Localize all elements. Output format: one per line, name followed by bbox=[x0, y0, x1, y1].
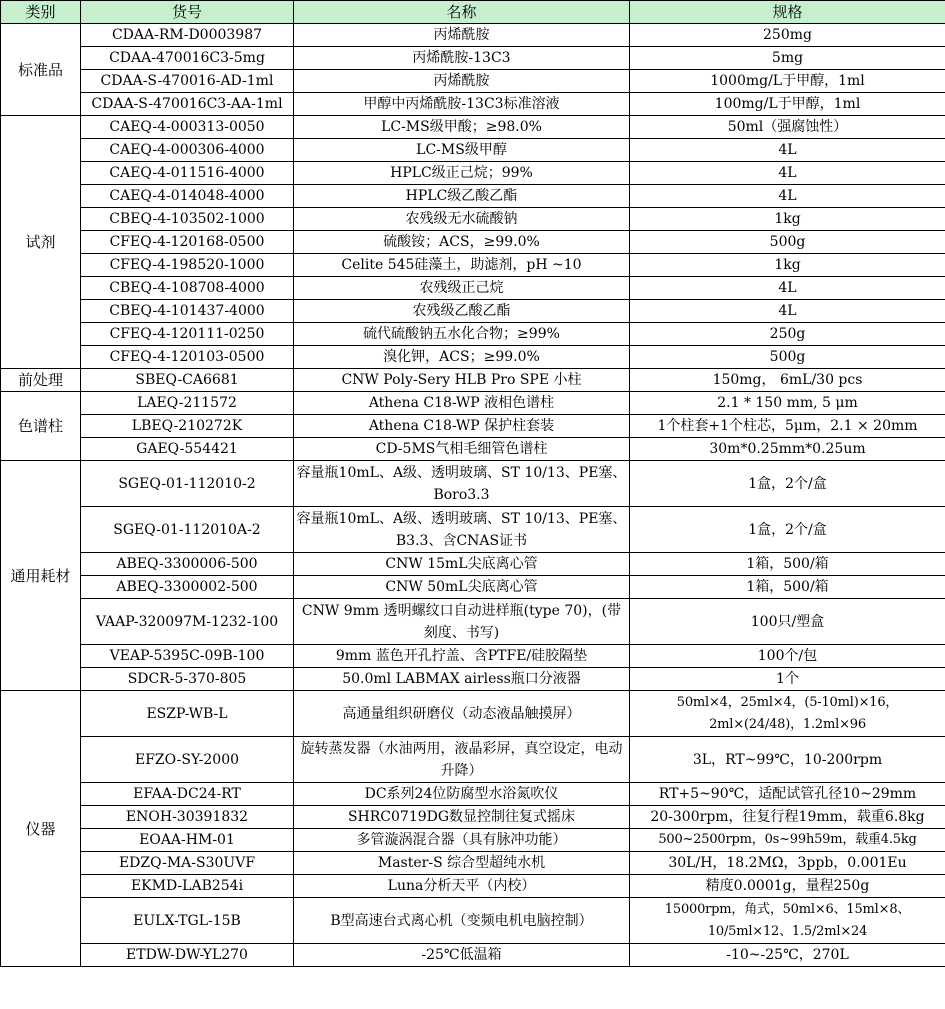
code-cell: VEAP-5395C-09B-100 bbox=[81, 645, 294, 668]
code-cell: CAEQ-4-011516-4000 bbox=[81, 162, 294, 185]
name-cell: 丙烯酰胺 bbox=[294, 24, 630, 47]
code-cell: CDAA-470016C3-5mg bbox=[81, 47, 294, 70]
spec-cell: 50ml（强腐蚀性） bbox=[630, 116, 945, 139]
table-row bbox=[1, 116, 945, 139]
name-cell: Master-S 综合型超纯水机 bbox=[294, 852, 630, 875]
spec-cell: 500~2500rpm，0s~99h59m，载重4.5kg bbox=[630, 829, 945, 852]
table-row bbox=[1, 185, 945, 208]
spec-cell: 1盒，2个/盒 bbox=[630, 461, 945, 507]
table-row bbox=[1, 438, 945, 461]
name-cell: 农残级无水硫酸钠 bbox=[294, 208, 630, 231]
table-row bbox=[1, 898, 945, 944]
code-cell: LAEQ-211572 bbox=[81, 392, 294, 415]
name-cell: CNW 15mL尖底离心管 bbox=[294, 553, 630, 576]
code-cell: ABEQ-3300006-500 bbox=[81, 553, 294, 576]
code-cell: CAEQ-4-000313-0050 bbox=[81, 116, 294, 139]
code-cell: CAEQ-4-014048-4000 bbox=[81, 185, 294, 208]
table-row bbox=[1, 553, 945, 576]
code-cell: CFEQ-4-120103-0500 bbox=[81, 346, 294, 369]
name-cell: 多管漩涡混合器（具有脉冲功能） bbox=[294, 829, 630, 852]
spec-cell: 1个 bbox=[630, 668, 945, 691]
code-cell: SGEQ-01-112010-2 bbox=[81, 461, 294, 507]
name-cell: Athena C18-WP 保护柱套装 bbox=[294, 415, 630, 438]
spec-cell: 500g bbox=[630, 231, 945, 254]
code-cell: CBEQ-4-103502-1000 bbox=[81, 208, 294, 231]
spec-cell: 2.1 * 150 mm, 5 μm bbox=[630, 392, 945, 415]
code-cell: SGEQ-01-112010A-2 bbox=[81, 507, 294, 553]
spec-cell: 4L bbox=[630, 300, 945, 323]
spec-cell: -10~-25℃，270L bbox=[630, 944, 945, 967]
spec-cell: 1箱，500/箱 bbox=[630, 553, 945, 576]
name-cell: HPLC级乙酸乙酯 bbox=[294, 185, 630, 208]
name-cell: 硫酸铵；ACS，≥99.0% bbox=[294, 231, 630, 254]
name-cell: 旋转蒸发器（水油两用，液晶彩屏，真空设定，电动升降） bbox=[294, 737, 630, 783]
spec-cell: 4L bbox=[630, 277, 945, 300]
table-row bbox=[1, 645, 945, 668]
table-row bbox=[1, 944, 945, 967]
table-row bbox=[1, 668, 945, 691]
category-cell: 前处理 bbox=[1, 369, 81, 392]
code-cell: ABEQ-3300002-500 bbox=[81, 576, 294, 599]
table-row bbox=[1, 254, 945, 277]
code-cell: EDZQ-MA-S30UVF bbox=[81, 852, 294, 875]
name-cell: 容量瓶10mL、A级、透明玻璃、ST 10/13、PE塞、Boro3.3 bbox=[294, 461, 630, 507]
category-cell: 通用耗材 bbox=[1, 461, 81, 691]
table-row bbox=[1, 70, 945, 93]
name-cell: LC-MS级甲酸；≥98.0% bbox=[294, 116, 630, 139]
code-cell: SBEQ-CA6681 bbox=[81, 369, 294, 392]
name-cell: 甲醇中丙烯酰胺-13C3标准溶液 bbox=[294, 93, 630, 116]
table-row bbox=[1, 47, 945, 70]
name-cell: 丙烯酰胺 bbox=[294, 70, 630, 93]
code-cell: CFEQ-4-120111-0250 bbox=[81, 323, 294, 346]
table-row bbox=[1, 599, 945, 645]
spec-cell: 精度0.0001g，量程250g bbox=[630, 875, 945, 898]
code-cell: ETDW-DW-YL270 bbox=[81, 944, 294, 967]
table-row bbox=[1, 208, 945, 231]
table-row bbox=[1, 829, 945, 852]
code-cell: CBEQ-4-108708-4000 bbox=[81, 277, 294, 300]
code-cell: ENOH-30391832 bbox=[81, 806, 294, 829]
table-row bbox=[1, 461, 945, 507]
name-cell: 高通量组织研磨仪（动态液晶触摸屏） bbox=[294, 691, 630, 737]
name-cell: 硫代硫酸钠五水化合物；≥99% bbox=[294, 323, 630, 346]
spec-cell: RT+5~90℃，适配试管孔径10~29mm bbox=[630, 783, 945, 806]
table-row bbox=[1, 277, 945, 300]
name-cell: Luna分析天平（内校） bbox=[294, 875, 630, 898]
code-cell: EOAA-HM-01 bbox=[81, 829, 294, 852]
spec-cell: 30m*0.25mm*0.25um bbox=[630, 438, 945, 461]
spec-cell: 20-300rpm，往复行程19mm，载重6.8kg bbox=[630, 806, 945, 829]
table-body bbox=[1, 24, 945, 967]
category-cell: 试剂 bbox=[1, 116, 81, 369]
spec-cell: 4L bbox=[630, 185, 945, 208]
table-row bbox=[1, 24, 945, 47]
header-row bbox=[1, 1, 945, 24]
spec-cell: 100个/包 bbox=[630, 645, 945, 668]
code-cell: SDCR-5-370-805 bbox=[81, 668, 294, 691]
spec-cell: 50ml×4，25ml×4，(5-10ml)×16，2ml×(24/48)，1.2ml×96 bbox=[630, 691, 945, 737]
category-cell: 标准品 bbox=[1, 24, 81, 116]
code-cell: EULX-TGL-15B bbox=[81, 898, 294, 944]
spec-cell: 1个柱套+1个柱芯，5μm，2.1 × 20mm bbox=[630, 415, 945, 438]
code-cell: GAEQ-554421 bbox=[81, 438, 294, 461]
table-row bbox=[1, 576, 945, 599]
spec-cell: 1箱，500/箱 bbox=[630, 576, 945, 599]
header-name: 名称 bbox=[294, 1, 630, 24]
table-row bbox=[1, 691, 945, 737]
code-cell: CBEQ-4-101437-4000 bbox=[81, 300, 294, 323]
table-row bbox=[1, 323, 945, 346]
code-cell: VAAP-320097M-1232-100 bbox=[81, 599, 294, 645]
table-row bbox=[1, 346, 945, 369]
table-row bbox=[1, 162, 945, 185]
spec-cell: 15000rpm，角式，50ml×6、15ml×8、10/5ml×12、1.5/2ml×24 bbox=[630, 898, 945, 944]
spec-cell: 100mg/L于甲醇，1ml bbox=[630, 93, 945, 116]
spec-cell: 4L bbox=[630, 162, 945, 185]
name-cell: 丙烯酰胺-13C3 bbox=[294, 47, 630, 70]
spec-cell: 5mg bbox=[630, 47, 945, 70]
spec-cell: 30L/H，18.2MΩ，3ppb，0.001Eu bbox=[630, 852, 945, 875]
code-cell: EFZO-SY-2000 bbox=[81, 737, 294, 783]
table-row bbox=[1, 300, 945, 323]
code-cell: CDAA-RM-D0003987 bbox=[81, 24, 294, 47]
table-row bbox=[1, 139, 945, 162]
code-cell: CFEQ-4-120168-0500 bbox=[81, 231, 294, 254]
spec-cell: 1盒，2个/盒 bbox=[630, 507, 945, 553]
name-cell: -25℃低温箱 bbox=[294, 944, 630, 967]
table-row bbox=[1, 415, 945, 438]
table-row bbox=[1, 806, 945, 829]
spec-cell: 3L，RT~99℃，10-200rpm bbox=[630, 737, 945, 783]
spec-cell: 250mg bbox=[630, 24, 945, 47]
name-cell: CNW 50mL尖底离心管 bbox=[294, 576, 630, 599]
spec-cell: 250g bbox=[630, 323, 945, 346]
header-code: 货号 bbox=[81, 1, 294, 24]
code-cell: EFAA-DC24-RT bbox=[81, 783, 294, 806]
spec-cell: 500g bbox=[630, 346, 945, 369]
spec-cell: 100只/塑盒 bbox=[630, 599, 945, 645]
name-cell: Athena C18-WP 液相色谱柱 bbox=[294, 392, 630, 415]
code-cell: LBEQ-210272K bbox=[81, 415, 294, 438]
category-cell: 仪器 bbox=[1, 691, 81, 967]
table-row bbox=[1, 392, 945, 415]
name-cell: SHRC0719DG数显控制往复式摇床 bbox=[294, 806, 630, 829]
name-cell: 9mm 蓝色开孔拧盖、含PTFE/硅胶隔垫 bbox=[294, 645, 630, 668]
name-cell: CNW Poly-Sery HLB Pro SPE 小柱 bbox=[294, 369, 630, 392]
header-category: 类别 bbox=[1, 1, 81, 24]
table-row bbox=[1, 783, 945, 806]
name-cell: 50.0ml LABMAX airless瓶口分液器 bbox=[294, 668, 630, 691]
code-cell: ESZP-WB-L bbox=[81, 691, 294, 737]
name-cell: CNW 9mm 透明螺纹口自动进样瓶(type 70)，(带刻度、书写) bbox=[294, 599, 630, 645]
name-cell: Celite 545硅藻土，助滤剂，pH ~10 bbox=[294, 254, 630, 277]
spec-cell: 1kg bbox=[630, 254, 945, 277]
spec-cell: 150mg， 6mL/30 pcs bbox=[630, 369, 945, 392]
code-cell: EKMD-LAB254i bbox=[81, 875, 294, 898]
name-cell: LC-MS级甲醇 bbox=[294, 139, 630, 162]
table-row bbox=[1, 737, 945, 783]
name-cell: 农残级正己烷 bbox=[294, 277, 630, 300]
name-cell: 容量瓶10mL、A级、透明玻璃、ST 10/13、PE塞、B3.3、含CNAS证书 bbox=[294, 507, 630, 553]
table-row bbox=[1, 369, 945, 392]
table-row bbox=[1, 852, 945, 875]
spec-cell: 4L bbox=[630, 139, 945, 162]
code-cell: CFEQ-4-198520-1000 bbox=[81, 254, 294, 277]
name-cell: CD-5MS气相毛细管色谱柱 bbox=[294, 438, 630, 461]
code-cell: CDAA-S-470016C3-AA-1ml bbox=[81, 93, 294, 116]
name-cell: HPLC级正己烷；99% bbox=[294, 162, 630, 185]
table-row bbox=[1, 231, 945, 254]
name-cell: 溴化钾，ACS；≥99.0% bbox=[294, 346, 630, 369]
code-cell: CAEQ-4-000306-4000 bbox=[81, 139, 294, 162]
code-cell: CDAA-S-470016-AD-1ml bbox=[81, 70, 294, 93]
name-cell: B型高速台式离心机（变频电机电脑控制） bbox=[294, 898, 630, 944]
spec-cell: 1000mg/L于甲醇，1ml bbox=[630, 70, 945, 93]
spec-cell: 1kg bbox=[630, 208, 945, 231]
table-row bbox=[1, 93, 945, 116]
table-row bbox=[1, 507, 945, 553]
header-spec: 规格 bbox=[630, 1, 945, 24]
name-cell: 农残级乙酸乙酯 bbox=[294, 300, 630, 323]
name-cell: DC系列24位防腐型水浴氮吹仪 bbox=[294, 783, 630, 806]
category-cell: 色谱柱 bbox=[1, 392, 81, 461]
table-row bbox=[1, 875, 945, 898]
